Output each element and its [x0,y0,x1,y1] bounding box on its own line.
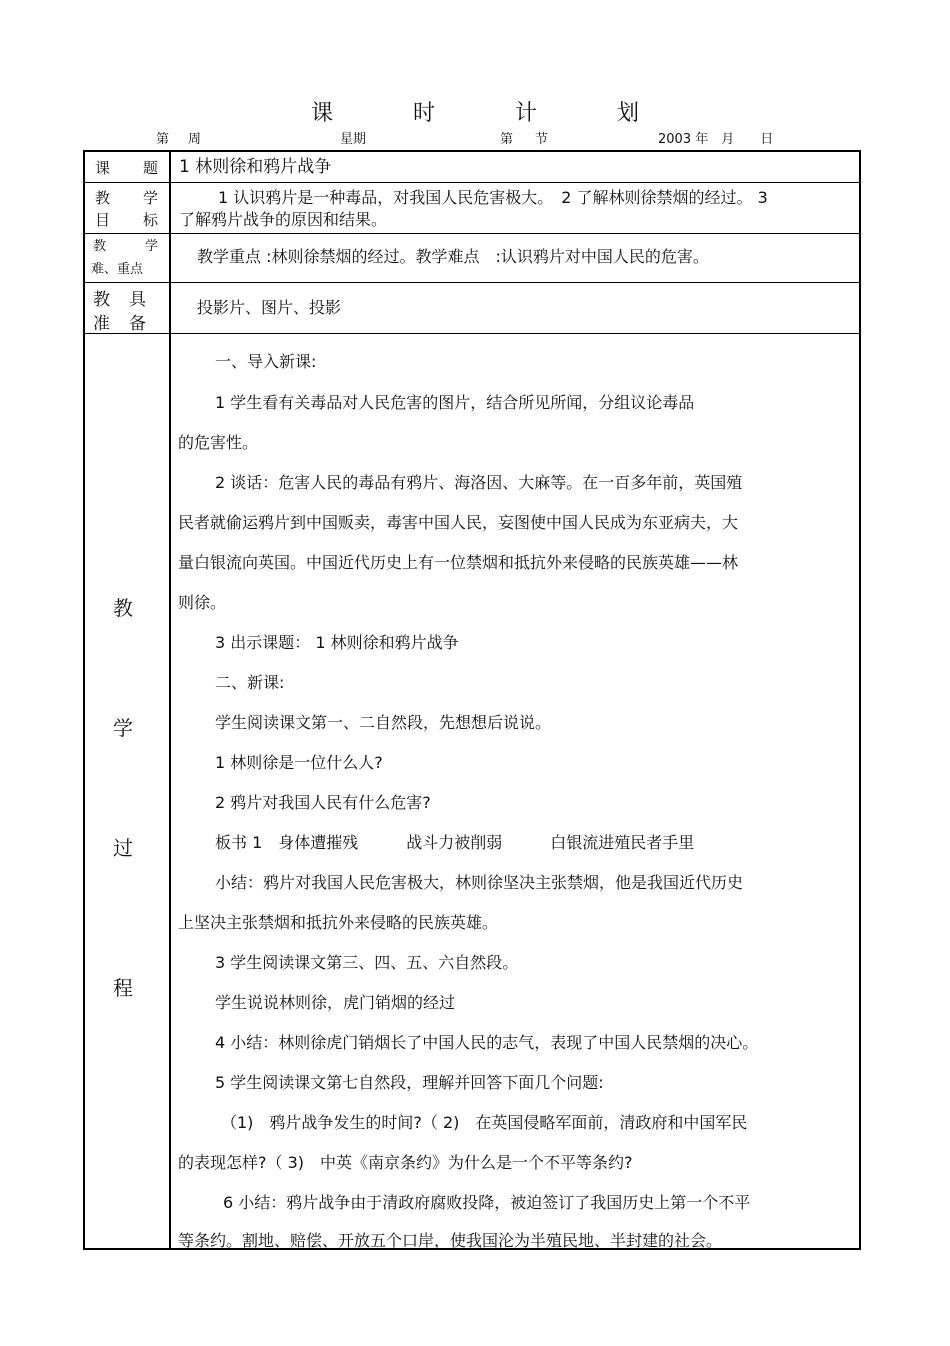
section-label: 节 [535,132,549,147]
process-label-1: 教 [113,596,133,620]
process-line: 2 谈话：危害人民的毒品有鸦片、海洛因、大麻等。在一百多年前，英国殖 [215,473,743,492]
date-label: 2003 年 月 日 [658,132,774,147]
process-line: 2 鸦片对我国人民有什么危害? [215,793,431,812]
row-divider [85,233,859,234]
process-line: 的危害性。 [178,433,259,452]
process-line: 5 学生阅读课文第七自然段，理解并回答下面几个问题: [215,1073,604,1092]
tools-label-a2: 具 [129,290,146,310]
process-line: 量白银流向英国。中国近代历史上有一位禁烟和抵抗外来侵略的民族英雄——林 [178,553,739,572]
process-line: 6 小结：鸦片战争由于清政府腐败投降，被迫签订了我国历史上第一个不平 [223,1193,751,1212]
goals-line-1: 1 认识鸦片是一种毒品，对我国人民危害极大。 2 了解林则徐禁烟的经过。 3 [218,188,768,207]
topic-value: 1 林则徐和鸦片战争 [179,157,332,177]
focus-value: 教学重点 :林则徐禁烟的经过。教学难点 :认识鸦片对中国人民的危害。 [197,247,709,266]
goals-label-a1: 教 [95,189,111,207]
week-di: 第 [156,132,170,147]
process-line: 则徐。 [178,593,227,612]
process-label-4: 程 [113,976,133,1000]
row-divider [85,282,859,283]
process-line: 二、新课: [215,673,285,692]
title-char: 划 [617,101,640,126]
process-line: 板书 1 身体遭摧残 战斗力被削弱 白银流进殖民者手里 [215,833,695,852]
process-label-2: 学 [113,716,133,740]
process-line: 1 学生看有关毒品对人民危害的图片，结合所见所闻，分组议论毒品 [215,393,695,412]
process-line: 的表现怎样?（ 3) 中英《南京条约》为什么是一个不平等条约? [178,1153,633,1172]
goals-label-b2: 标 [143,211,159,229]
row-divider [85,182,859,183]
row-divider [85,333,859,334]
title-char: 时 [412,101,435,126]
process-line: 等条约。割地、赔偿、开放五个口岸，使我国沦为半殖民地、半封建的社会。 [178,1231,723,1250]
tools-label-b1: 准 [93,314,110,334]
column-divider [169,152,171,1248]
lesson-plan-table [83,150,861,1250]
page-title [0,96,950,127]
process-line: 小结：鸦片对我国人民危害极大，林则徐坚决主张禁烟，他是我国近代历史 [215,873,744,892]
tools-value: 投影片、图片、投影 [197,298,342,317]
topic-label-a: 课 [95,159,111,177]
process-line: 3 出示课题： 1 林则徐和鸦片战争 [215,633,459,652]
process-line: 4 小结：林则徐虎门销烟长了中国人民的志气，表现了中国人民禁烟的决心。 [215,1033,759,1052]
process-line: 学生阅读课文第一、二自然段，先想想后说说。 [215,713,552,732]
section-di: 第 [500,132,514,147]
process-line: 学生说说林则徐，虎门销烟的经过 [215,993,456,1012]
goals-line-2: 了解鸦片战争的原因和结果。 [179,210,388,229]
focus-label-b: 难、重点 [91,262,144,277]
process-line: 民者就偷运鸦片到中国贩卖，毒害中国人民，妄图使中国人民成为东亚病夫，大 [178,513,739,532]
topic-label-b: 题 [143,159,159,177]
tools-label-b2: 备 [129,314,146,334]
goals-label-b1: 目 [95,211,111,229]
tools-label-a1: 教 [93,290,110,310]
process-line: 1 林则徐是一位什么人? [215,753,383,772]
process-line: （1) 鸦片战争发生的时间?（ 2) 在英国侵略军面前，清政府和中国军民 [221,1113,748,1132]
process-label-3: 过 [113,836,133,860]
title-char: 计 [515,101,538,126]
focus-label-a2: 学 [145,239,159,254]
focus-label-a1: 教 [93,239,107,254]
process-line: 一、导入新课: [215,352,317,371]
title-char: 课 [310,101,333,126]
weekday-label: 星期 [340,132,367,147]
week-label: 周 [188,132,202,147]
process-line: 上坚决主张禁烟和抵抗外来侵略的民族英雄。 [178,913,499,932]
process-line: 3 学生阅读课文第三、四、五、六自然段。 [215,953,519,972]
goals-label-a2: 学 [143,189,159,207]
